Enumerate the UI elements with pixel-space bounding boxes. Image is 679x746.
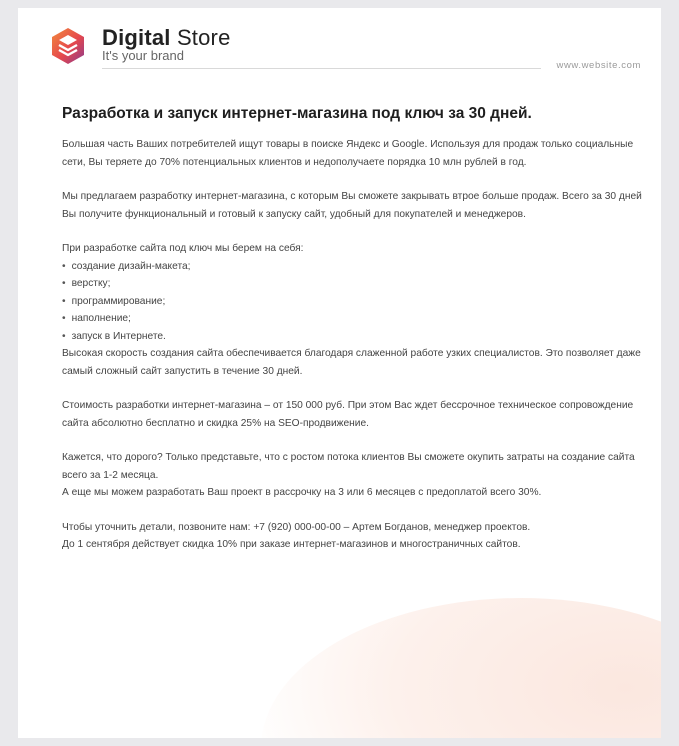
brand-block bbox=[102, 25, 231, 63]
list-item: • верстку; bbox=[62, 275, 642, 293]
paragraph-2: Мы предлагаем разработку интернет-магазина, с которым Вы сможете закрывать втрое больше продаж. Всего за 30 дней Вы получите функциональный и готовый к запуску сайт, удобный для покупателей и менеджеров. bbox=[62, 191, 642, 220]
decorative-swoosh bbox=[261, 598, 661, 738]
paragraph-5b: А еще мы можем разработать Ваш проект в рассрочку на 3 или 6 месяцев с предоплатой всего 30%. bbox=[62, 487, 542, 498]
list-item: • наполнение; bbox=[62, 310, 642, 328]
paragraph-4: Стоимость разработки интернет-магазина – от 150 000 руб. При этом Вас ждет бессрочное техническое сопровождение сайта абсолютно бесплатно и скидка 25% на SEO-продвижение. bbox=[62, 400, 634, 429]
paragraph-1: Большая часть Ваших потребителей ищут товары в поиске Яндекс и Google. Используя для продаж только социальные сети, Вы теряете до 70% потенциальных клиентов и недополучаете порядка 10 млн рублей в год. bbox=[62, 139, 634, 168]
brand-name: Digital Store bbox=[102, 25, 231, 50]
paragraph-3-after: Высокая скорость создания сайта обеспечивается благодаря слаженной работе узких специалистов. Это позволяет даже самый сложный сайт запустить в течение 30 дней. bbox=[62, 348, 641, 377]
list-item: • создание дизайн-макета; bbox=[62, 258, 642, 276]
letter-body bbox=[62, 104, 642, 554]
letterhead bbox=[48, 22, 641, 70]
paragraph-3-intro: При разработке сайта под ключ мы берем на себя: bbox=[62, 243, 304, 254]
website-url: www.website.com bbox=[556, 60, 641, 71]
paragraph-5a: Кажется, что дорого? Только представьте, что с ростом потока клиентов Вы сможете окупить затраты на создание сайта всего за 1-2 месяца. bbox=[62, 452, 635, 481]
brand-tagline: It's your brand bbox=[102, 48, 184, 63]
list-item: • запуск в Интернете. bbox=[62, 328, 642, 346]
paragraph-6a: Чтобы уточнить детали, позвоните нам: +7 (920) 000-00-00 – Артем Богданов, менеджер проектов. bbox=[62, 521, 531, 533]
digital-store-logo-icon bbox=[48, 26, 88, 66]
services-list bbox=[62, 258, 642, 346]
header-divider bbox=[102, 68, 541, 69]
letter-sheet bbox=[18, 8, 661, 738]
paragraph-6b: До 1 сентября действует скидка 10% при заказе интернет-магазинов и многостраничных сайтов. bbox=[62, 539, 521, 550]
list-item: • программирование; bbox=[62, 293, 642, 311]
letter-title: Разработка и запуск интернет-магазина под ключ за 30 дней. bbox=[62, 105, 532, 122]
